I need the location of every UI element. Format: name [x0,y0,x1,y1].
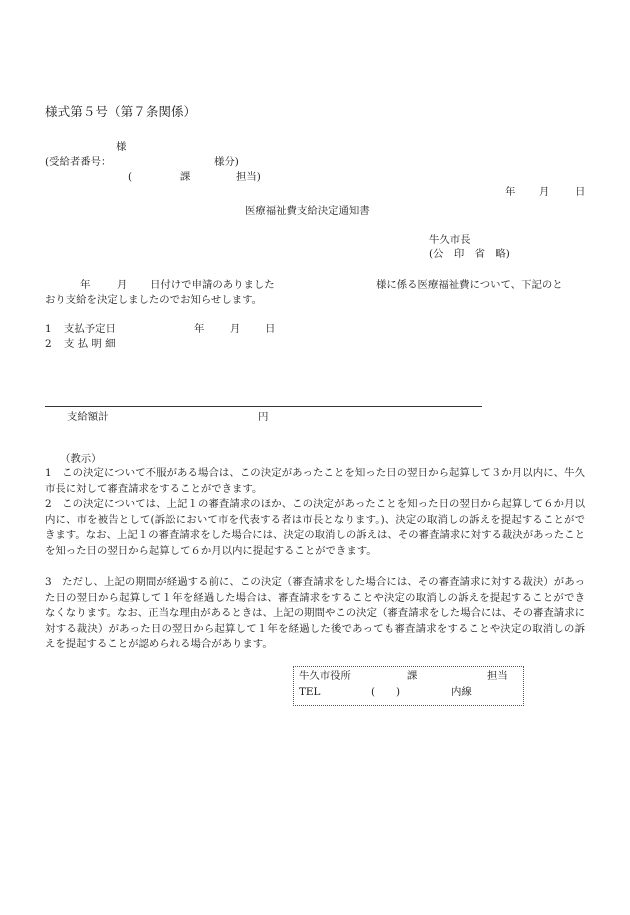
item1-label: 支払予定日 [64,323,116,335]
intro-end: 様に係る医療福祉費について、下記のと [376,279,563,291]
notice-heading: （教示） [60,453,102,465]
form-header: 様式第５号（第７条関係） [45,104,197,119]
intro-line2: おり支給を決定しましたのでお知らせします。 [45,294,263,306]
contact-naisen: 内線 [451,686,472,698]
date-month: 月 [539,186,550,198]
notice-paragraph-3: 3 ただし、上記の期間が経過する前に、この決定（審査請求をした場合には、その審査請求に対する裁決）があった日の翌日から起算して１年を経過した場合は、審査請求をすることや決定の取消しの訴えを提起することができなくなります。なお、正当な理由があるときは、上記の期間やこの決定（審査請求をした場合には、その審査請求に対する裁決）があった日の翌日から起算して１年を経過した後であっても審査請求をすることや決定の取消しの訴えを提起することが認められる場合があります。 [45,576,585,651]
date-year: 年 [505,186,516,198]
item1-month: 月 [230,323,241,335]
recipient-id-start: (受給者番号： [45,156,112,168]
total-separator-line [45,406,482,407]
total-unit: 円 [258,411,269,423]
issuer-name: 牛久市長 [429,234,471,246]
item1-number: 1 [45,323,52,335]
issuer-seal: (公 印 省 略) [429,248,510,260]
contact-tel: TEL [299,686,321,698]
contact-office: 牛久市役所 [299,670,351,682]
contact-paren-open: ( [371,686,376,698]
contact-ka: 課 [407,670,418,682]
contact-paren-close: ) [396,686,401,698]
date-day: 日 [575,186,586,198]
recipient-id-end: 様分) [214,156,239,168]
total-label: 支給額計 [67,411,109,423]
intro-year: 年 [80,279,91,291]
document-title: 医療福祉費支給決定通知書 [245,205,370,217]
item1-year: 年 [194,323,205,335]
item2-label: 支 払 明 細 [64,338,116,350]
notice-paragraph-1: 1 この決定について不服がある場合は、この決定があったことを知った日の翌日から起算して３か月以内に、牛久市長に対して審査請求をすることができます。 [45,467,585,495]
recipient-sama: 様 [116,141,127,153]
dept-ka: 課 [180,171,191,183]
item1-day: 日 [265,323,276,335]
intro-mid: 日付けで申請のありました [150,279,275,291]
contact-tanto: 担当 [487,670,508,682]
intro-month: 月 [117,279,128,291]
dept-open: ( [128,171,133,183]
item2-number: 2 [45,338,52,350]
dept-tanto: 担当) [236,171,261,183]
contact-box [293,666,524,706]
notice-paragraph-2: 2 この決定については、上記１の審査請求のほか、この決定があったことを知った日の翌日から起算して６か月以内に、市を被告として(訴訟において市を代表する者は市長となります。)、決定の取消しの訴えを提起することができます。なお、上記１の審査請求をした場合には、決定の取消しの訴えは、その審査請求に対する裁決があったことを知った日の翌日から起算して６か月以内に提起することができます。 [45,498,585,557]
